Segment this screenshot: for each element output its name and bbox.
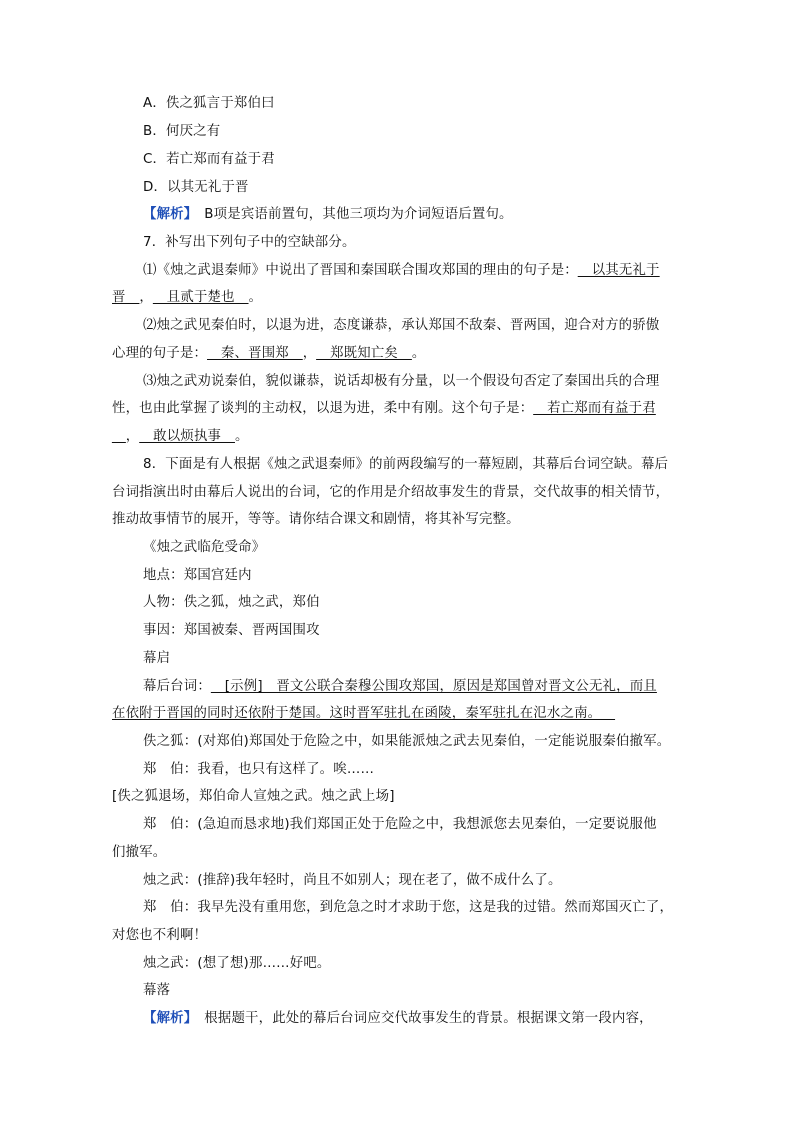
- dialogue-zhu-2: 烛之武：(想了想)那……好吧。: [143, 956, 331, 971]
- dialogue-zhu-1: 烛之武：(推辞)我年轻时，尚且不如别人；现在老了，做不成什么了。: [143, 873, 562, 888]
- q6-option-d: D．以其无礼于晋: [143, 180, 249, 195]
- separator: ，: [125, 429, 140, 444]
- dialogue-zheng-3-cont: 对您也不利啊！: [112, 928, 208, 943]
- q7-stem: 7．补写出下列句子中的空缺部分。: [143, 235, 356, 250]
- q6-option-b: B．何厌之有: [143, 124, 221, 139]
- dialogue-zheng-1: 郑 伯：我看，也只有这样了。唉……: [143, 762, 375, 777]
- play-people: 人物：佚之狐，烛之武，郑伯: [143, 595, 320, 610]
- answer-blank: __敢以烦执事__: [139, 429, 235, 444]
- line-end: 。: [248, 290, 263, 305]
- play-event: 事因：郑国被秦、晋两国围攻: [143, 623, 320, 638]
- q8-line3: 推动故事情节的展开，等等。请你结合课文和剧情，将其补写完整。: [112, 512, 520, 527]
- q7-s2-line2: [112, 345, 425, 363]
- q8-line2: 台词指演出时由幕后人说出的台词，它的作用是介绍故事发生的背景，交代故事的相关情节，: [112, 485, 670, 500]
- answer-blank: __郑既知亡矣__: [316, 346, 412, 361]
- q8-line1: 8．下面是有人根据《烛之武退秦师》的前两段编写的一幕短剧，其幕后台词空缺。幕后: [143, 457, 669, 472]
- q6-option-c: C．若亡郑而有益于君: [143, 152, 275, 167]
- analysis-tag: 【解析】: [143, 207, 191, 222]
- q7-s3-line3: [112, 428, 249, 446]
- answer-blank: __秦、晋围郑__: [207, 346, 303, 361]
- q7-s2-prefix: 心理的句子是：: [112, 346, 208, 361]
- answer-blank: __若亡郑而有益于君: [533, 401, 656, 416]
- dialogue-zheng-2: 郑 伯：(急迫而恳求地)我们郑国正处于危险之中，我想派您去见秦伯，一定要说服他: [143, 817, 657, 832]
- play-title: 《烛之武临危受命》: [143, 540, 266, 555]
- separator: ，: [302, 346, 317, 361]
- stage-direction: [佚之狐退场，郑伯命人宣烛之武。烛之武上场]: [112, 789, 395, 804]
- q7-s1-line2: [112, 289, 262, 307]
- curtain-open: 幕启: [143, 651, 171, 666]
- offstage-prefix: 幕后台词：: [143, 679, 211, 694]
- offstage-line2: [112, 705, 615, 723]
- q6-analysis: [143, 206, 513, 224]
- q7-s1-line1: [143, 262, 660, 280]
- answer-blank: __[示例] 晋文公联合秦穆公围攻郑国，原因是郑国曾对晋文公无礼，而且: [210, 679, 657, 694]
- q7-s1-text: ⑴《烛之武退秦师》中说出了晋国和秦国联合围攻郑国的理由的句子是：: [143, 263, 578, 278]
- q7-s3-prefix: 性，也由此掌握了谈判的主动权，以退为进，柔中有刚。这个句子是：: [112, 401, 534, 416]
- dialogue-zheng-3: 郑 伯：我早先没有重用您，到危急之时才求助于您，这是我的过错。然而郑国灭亡了，: [143, 900, 674, 915]
- analysis-text: B项是宾语前置句，其他三项均为介词短语后置句。: [190, 207, 513, 222]
- q7-s3-line2: [112, 400, 656, 418]
- play-place: 地点：郑国宫廷内: [143, 568, 252, 583]
- dialogue-yi-1: 佚之狐：(对郑伯)郑国处于危险之中，如果能派烛之武去见秦伯，一定能说服秦伯撤军。: [143, 734, 671, 749]
- analysis-text: 根据题干，此处的幕后台词应交代故事发生的背景。根据课文第一段内容，: [190, 1011, 653, 1026]
- analysis-tag: 【解析】: [143, 1011, 191, 1026]
- curtain-close: 幕落: [143, 983, 171, 998]
- offstage-line1: [143, 678, 657, 696]
- q7-s3-line1: ⑶烛之武劝说秦伯，貌似谦恭，说话却极有分量，以一个假设句否定了秦国出兵的合理: [143, 374, 660, 389]
- answer-blank: __: [112, 429, 126, 444]
- answer-blank: __且贰于楚也__: [152, 290, 249, 305]
- answer-blank: 晋__: [112, 290, 140, 305]
- answer-blank: __以其无礼于: [577, 263, 660, 278]
- q7-s2-line1: ⑵烛之武见秦伯时，以退为进，态度谦恭，承认郑国不敌秦、晋两国，迎合对方的骄傲: [143, 318, 660, 333]
- q6-option-a: A．佚之狐言于郑伯曰: [143, 96, 275, 111]
- line-end: 。: [411, 346, 426, 361]
- line-end: 。: [234, 429, 249, 444]
- answer-blank: 在依附于晋国的同时还依附于楚国。这时晋军驻扎在函陵，秦军驻扎在氾水之南。__: [112, 706, 616, 721]
- separator: ，: [139, 290, 153, 305]
- q8-analysis: [143, 1010, 653, 1028]
- dialogue-zheng-2-cont: 们撤军。: [112, 845, 167, 860]
